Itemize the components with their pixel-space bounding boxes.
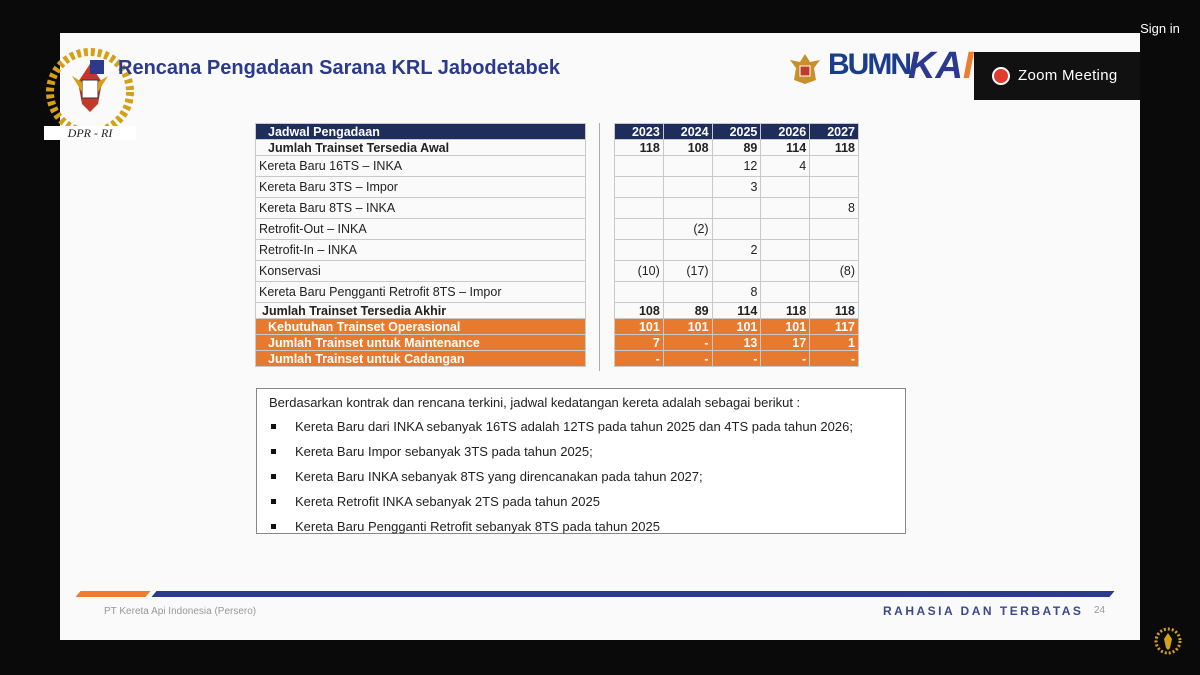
sign-in-button[interactable]: Sign in	[1140, 21, 1180, 36]
year-header-cell: 2024	[663, 124, 712, 140]
row-label: Jumlah Trainset Tersedia Akhir	[256, 303, 586, 319]
value-cell: 101	[712, 319, 761, 335]
value-cell	[810, 219, 859, 240]
table-row	[256, 198, 586, 219]
value-cell: 8	[810, 198, 859, 219]
value-cell: -	[615, 351, 664, 367]
value-cell	[761, 219, 810, 240]
table-row	[615, 219, 859, 240]
value-cell	[615, 282, 664, 303]
value-cell: 8	[712, 282, 761, 303]
header-label: Jadwal Pengadaan	[256, 124, 586, 140]
table-row	[256, 140, 586, 156]
table-row	[256, 319, 586, 335]
notes-list-item: Kereta Baru INKA sebanyak 8TS yang direncanakan pada tahun 2027;	[271, 467, 853, 492]
table-row	[615, 261, 859, 282]
value-cell	[761, 240, 810, 261]
notes-list-item: Kereta Baru dari INKA sebanyak 16TS adalah 12TS pada tahun 2025 dan 4TS pada tahun 2026;	[271, 417, 853, 442]
value-cell: (17)	[663, 261, 712, 282]
value-cell: 89	[663, 303, 712, 319]
table-row	[615, 319, 859, 335]
value-cell: (2)	[663, 219, 712, 240]
footer-company: PT Kereta Api Indonesia (Persero)	[104, 606, 257, 617]
table-row	[256, 351, 586, 367]
table-row	[615, 303, 859, 319]
value-cell: 108	[663, 140, 712, 156]
value-cell	[810, 282, 859, 303]
value-cell: 114	[761, 140, 810, 156]
value-cell: 13	[712, 335, 761, 351]
value-cell: 108	[615, 303, 664, 319]
value-cell	[663, 198, 712, 219]
table-row	[256, 156, 586, 177]
value-cell	[615, 177, 664, 198]
schedule-label-table	[255, 123, 586, 367]
value-cell	[663, 177, 712, 198]
table-row	[615, 198, 859, 219]
value-cell	[712, 219, 761, 240]
row-label: Kereta Baru 8TS – INKA	[256, 198, 586, 219]
value-cell	[761, 261, 810, 282]
value-cell: 17	[761, 335, 810, 351]
dpr-corner-logo	[1152, 626, 1184, 658]
footer-classification: RAHASIA DAN TERBATAS	[883, 604, 1084, 618]
value-cell: 89	[712, 140, 761, 156]
year-header-cell: 2026	[761, 124, 810, 140]
page-number: 24	[1094, 605, 1106, 616]
table-row	[615, 351, 859, 367]
value-cell	[615, 198, 664, 219]
garuda-emblem-logo	[786, 50, 824, 88]
kai-logo	[908, 45, 973, 88]
value-cell	[761, 198, 810, 219]
value-cell: 118	[810, 303, 859, 319]
value-cell: 118	[615, 140, 664, 156]
value-cell: 101	[615, 319, 664, 335]
value-cell: (8)	[810, 261, 859, 282]
table-row	[615, 240, 859, 261]
bumn-logo-text: BUMN	[828, 48, 910, 81]
notes-intro: Berdasarkan kontrak dan rencana terkini, jadwal kedatangan kereta adalah sebagai berikut :	[269, 395, 801, 410]
bumn-logo	[828, 48, 910, 90]
kai-logo-suffix: I	[962, 45, 974, 87]
table-row	[256, 261, 586, 282]
footer-accent-orange	[75, 591, 150, 597]
delivery-schedule-notes	[256, 388, 906, 534]
row-label: Retrofit-In – INKA	[256, 240, 586, 261]
zoom-meeting-label: Zoom Meeting	[1018, 67, 1118, 84]
row-label: Kereta Baru Pengganti Retrofit 8TS – Impor	[256, 282, 586, 303]
value-cell: 117	[810, 319, 859, 335]
value-cell	[761, 177, 810, 198]
value-cell	[712, 198, 761, 219]
value-cell: (10)	[615, 261, 664, 282]
table-row	[256, 282, 586, 303]
row-label: Kebutuhan Trainset Operasional	[256, 319, 586, 335]
title-bullet	[90, 60, 104, 74]
year-header-cell: 2027	[810, 124, 859, 140]
value-cell: 12	[712, 156, 761, 177]
schedule-values-table	[614, 123, 859, 367]
year-header-row	[615, 124, 859, 140]
table-row	[615, 177, 859, 198]
table-row	[256, 240, 586, 261]
table-divider	[599, 123, 600, 371]
value-cell	[663, 282, 712, 303]
value-cell: 118	[810, 140, 859, 156]
value-cell	[663, 156, 712, 177]
slide-title: Rencana Pengadaan Sarana KRL Jabodetabek	[118, 57, 561, 79]
table-row	[256, 335, 586, 351]
table-row	[256, 177, 586, 198]
value-cell: 1	[810, 335, 859, 351]
dpr-logo-label: DPR - RI	[67, 126, 113, 140]
kai-logo-prefix: KA	[908, 45, 963, 87]
value-cell: -	[663, 335, 712, 351]
zoom-meeting-badge	[974, 52, 1140, 100]
row-label: Jumlah Trainset untuk Cadangan	[256, 351, 586, 367]
notes-list-item: Kereta Baru Impor sebanyak 3TS pada tahun 2025;	[271, 442, 853, 467]
value-cell	[810, 177, 859, 198]
value-cell	[615, 240, 664, 261]
value-cell: 7	[615, 335, 664, 351]
value-cell: 101	[761, 319, 810, 335]
year-header-cell: 2023	[615, 124, 664, 140]
value-cell: 2	[712, 240, 761, 261]
presentation-slide	[60, 33, 1140, 640]
value-cell: -	[663, 351, 712, 367]
row-label: Jumlah Trainset untuk Maintenance	[256, 335, 586, 351]
row-label: Kereta Baru 16TS – INKA	[256, 156, 586, 177]
table-row	[615, 335, 859, 351]
value-cell	[663, 240, 712, 261]
table-row	[615, 156, 859, 177]
value-cell: 118	[761, 303, 810, 319]
value-cell	[615, 219, 664, 240]
notes-list	[271, 417, 853, 542]
value-cell: 114	[712, 303, 761, 319]
row-label: Jumlah Trainset Tersedia Awal	[256, 140, 586, 156]
footer-accent-blue	[151, 591, 1114, 597]
record-icon	[992, 67, 1010, 85]
value-cell	[615, 156, 664, 177]
row-label: Konservasi	[256, 261, 586, 282]
year-header-cell: 2025	[712, 124, 761, 140]
notes-list-item: Kereta Baru Pengganti Retrofit sebanyak 8TS pada tahun 2025	[271, 517, 853, 542]
value-cell	[810, 156, 859, 177]
notes-list-item: Kereta Retrofit INKA sebanyak 2TS pada tahun 2025	[271, 492, 853, 517]
value-cell	[712, 261, 761, 282]
value-cell	[761, 282, 810, 303]
value-cell: -	[712, 351, 761, 367]
row-label: Kereta Baru 3TS – Impor	[256, 177, 586, 198]
value-cell: 4	[761, 156, 810, 177]
table-row	[615, 282, 859, 303]
value-cell: -	[810, 351, 859, 367]
table-row	[256, 219, 586, 240]
value-cell: 3	[712, 177, 761, 198]
table-row	[615, 140, 859, 156]
table-header-row	[256, 124, 586, 140]
value-cell	[810, 240, 859, 261]
table-row	[256, 303, 586, 319]
value-cell: -	[761, 351, 810, 367]
value-cell: 101	[663, 319, 712, 335]
row-label: Retrofit-Out – INKA	[256, 219, 586, 240]
